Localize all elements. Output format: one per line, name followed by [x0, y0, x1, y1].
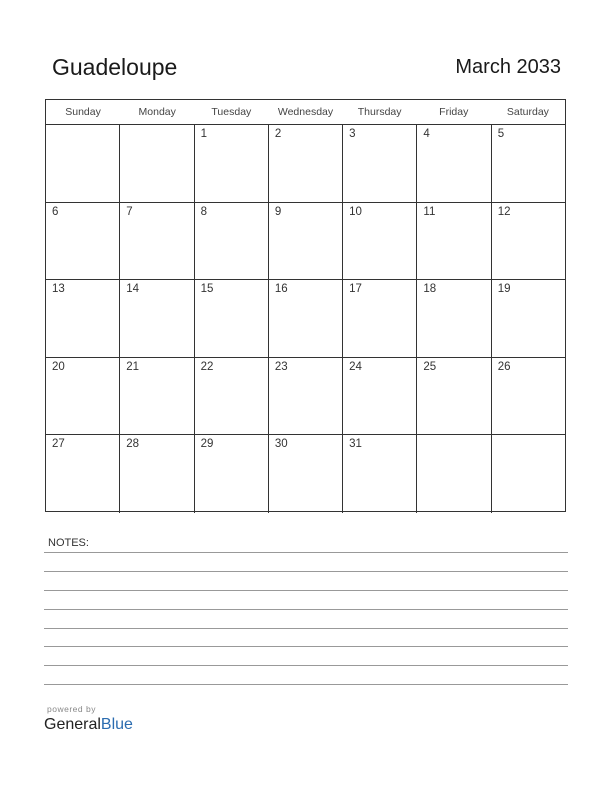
day-cell — [343, 435, 417, 513]
day-number: 9 — [274, 205, 282, 218]
week-row-1 — [46, 125, 565, 203]
day-cell — [417, 203, 491, 280]
weekday-monday: Monday — [138, 106, 176, 118]
day-number: 30 — [274, 438, 288, 451]
day-number: 24 — [349, 360, 362, 373]
note-line — [44, 628, 568, 629]
day-number: 21 — [126, 360, 140, 373]
day-number: 7 — [126, 205, 133, 218]
day-cell — [46, 358, 120, 435]
week-row-5 — [46, 435, 565, 513]
month-year-title: March 2033 — [455, 56, 561, 78]
day-cell — [343, 203, 417, 280]
day-cell — [492, 358, 565, 435]
day-cell — [195, 280, 269, 357]
weekday-tuesday: Tuesday — [211, 106, 252, 118]
weekday-wednesday: Wednesday — [277, 106, 334, 118]
day-cell — [417, 358, 491, 435]
country-title: Guadeloupe — [52, 54, 178, 80]
day-number: 8 — [200, 205, 207, 218]
day-cell — [492, 280, 565, 357]
day-number: 6 — [52, 205, 59, 218]
day-number: 4 — [423, 128, 430, 140]
generalblue-logo[interactable] — [44, 716, 133, 734]
day-number: 14 — [126, 283, 140, 296]
day-number: 1 — [200, 128, 207, 140]
day-cell — [269, 280, 343, 357]
day-number: 19 — [497, 283, 511, 296]
day-number: 10 — [349, 205, 362, 218]
day-number: 3 — [349, 128, 356, 140]
weekday-sunday: Sunday — [65, 106, 101, 118]
day-number: 26 — [497, 360, 511, 373]
week-row-4 — [46, 358, 565, 436]
day-cell — [492, 203, 565, 280]
day-cell — [195, 435, 269, 513]
day-cell — [269, 203, 343, 280]
day-number: 17 — [349, 283, 362, 296]
day-cell — [195, 125, 269, 202]
day-number: 11 — [423, 205, 436, 218]
powered-by-text: powered by — [47, 704, 96, 714]
day-cell — [492, 435, 565, 513]
day-cell — [417, 125, 491, 202]
day-number: 22 — [200, 360, 214, 373]
day-cell — [120, 435, 194, 513]
day-number: 23 — [274, 360, 288, 373]
note-line — [44, 552, 568, 553]
brand-general-text: General — [44, 716, 101, 733]
weekday-header-row — [46, 100, 565, 125]
note-line — [44, 684, 568, 685]
day-number: 18 — [423, 283, 437, 296]
day-cell — [120, 280, 194, 357]
day-number: 31 — [349, 438, 362, 451]
day-cell — [46, 435, 120, 513]
day-cell — [120, 125, 194, 202]
day-cell — [343, 280, 417, 357]
calendar-grid — [45, 99, 566, 512]
day-cell — [492, 125, 565, 202]
day-cell — [269, 125, 343, 202]
note-line — [44, 665, 568, 666]
day-number: 16 — [274, 283, 288, 296]
notes-label: NOTES: — [48, 537, 89, 549]
day-cell — [417, 280, 491, 357]
day-cell — [120, 358, 194, 435]
day-cell — [46, 280, 120, 357]
day-cell — [46, 203, 120, 280]
weekday-thursday: Thursday — [357, 106, 402, 118]
day-cell — [343, 358, 417, 435]
day-cell — [417, 435, 491, 513]
day-cell — [269, 435, 343, 513]
day-cell — [269, 358, 343, 435]
day-number: 2 — [274, 128, 282, 140]
note-line — [44, 571, 568, 572]
day-cell — [343, 125, 417, 202]
day-number: 12 — [497, 205, 511, 218]
day-cell — [195, 203, 269, 280]
day-number: 29 — [200, 438, 214, 451]
day-number: 25 — [423, 360, 437, 373]
week-row-2 — [46, 203, 565, 281]
day-number: 28 — [126, 438, 140, 451]
day-number: 13 — [52, 283, 65, 296]
note-line — [44, 609, 568, 610]
day-number: 5 — [497, 128, 505, 140]
day-number: 27 — [52, 438, 65, 451]
note-line — [44, 646, 568, 647]
day-number: 15 — [200, 283, 214, 296]
brand-blue-text: Blue — [100, 716, 133, 733]
weekday-saturday: Saturday — [506, 106, 549, 118]
weekday-friday: Friday — [439, 106, 469, 118]
day-number: 20 — [52, 360, 65, 373]
week-row-3 — [46, 280, 565, 358]
note-line — [44, 590, 568, 591]
day-cell — [46, 125, 120, 202]
day-cell — [195, 358, 269, 435]
day-cell — [120, 203, 194, 280]
